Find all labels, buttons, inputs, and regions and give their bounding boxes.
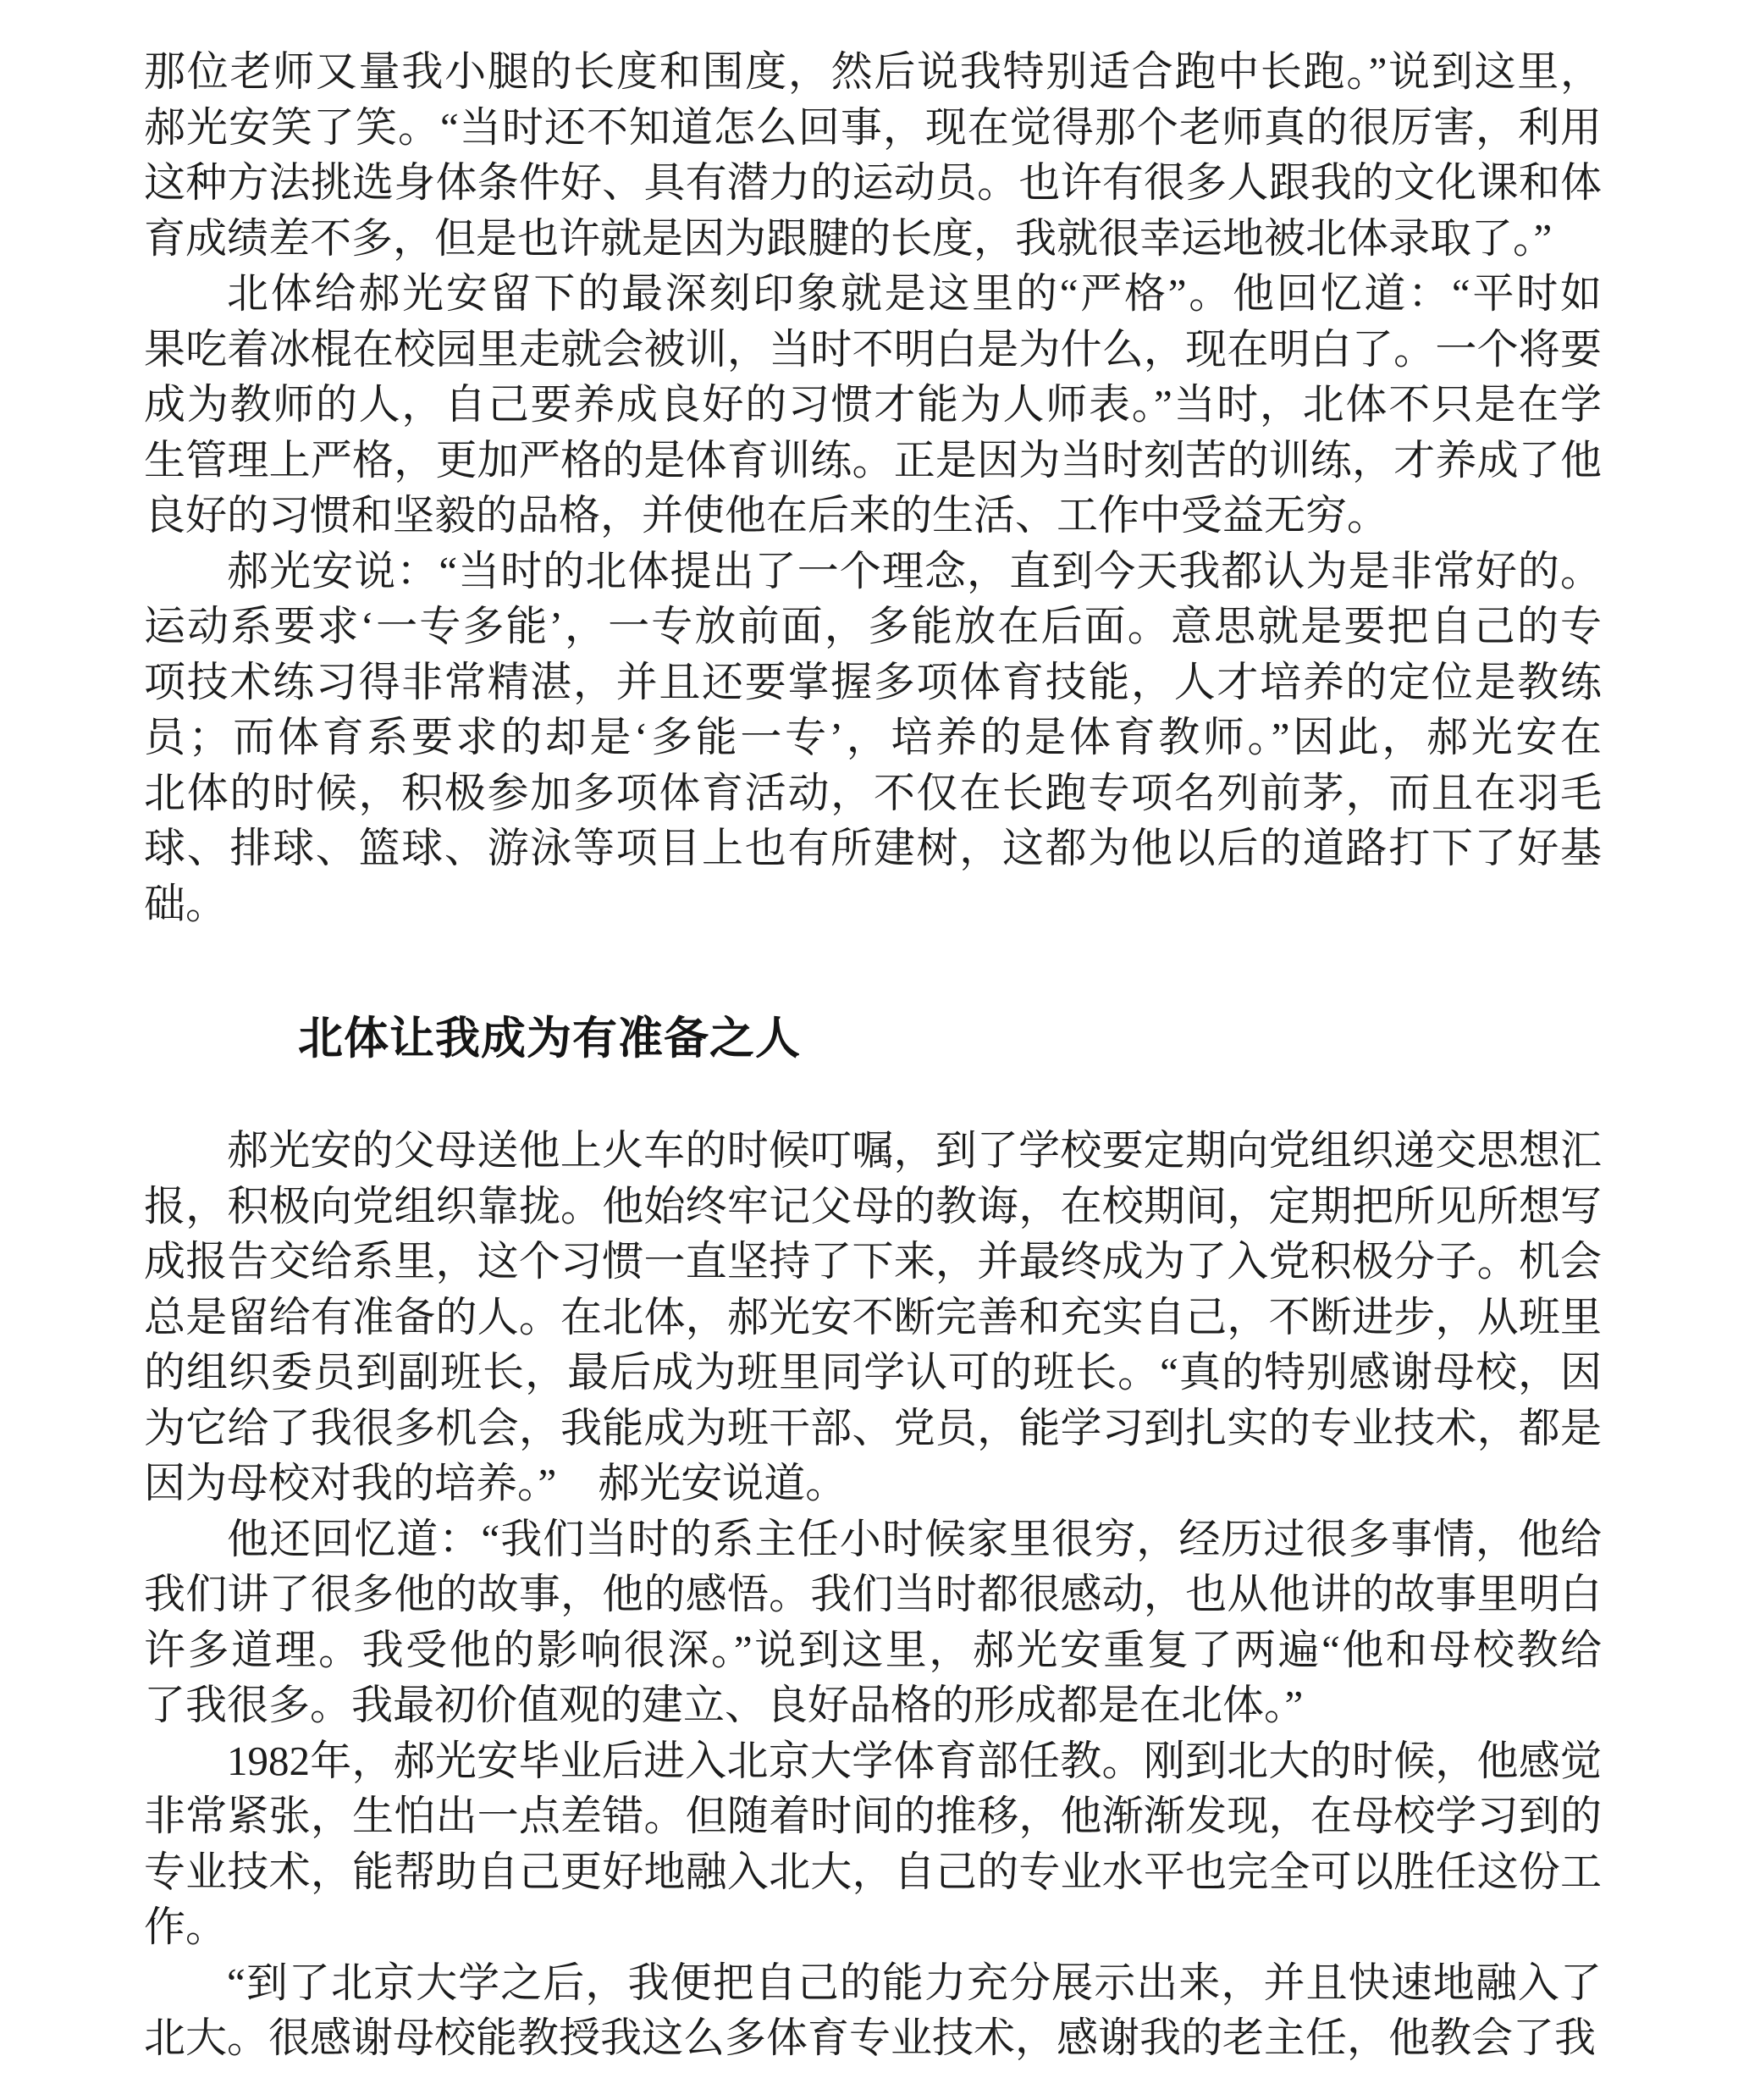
text-line: 果吃着冰棍在校园里走就会被训，当时不明白是为什么，现在明白了。一个将要 [144,325,1602,373]
text-line: 许多道理。我受他的影响很深。”说到这里，郝光安重复了两遍“他和母校教给 [144,1626,1602,1673]
text-line: 那位老师又量我小腿的长度和围度，然后说我特别适合跑中长跑。”说到这里， [144,48,1602,95]
paragraph [144,1511,1602,1733]
text-line: 成为教师的人，自己要养成良好的习惯才能为人师表。”当时，北体不只是在学 [144,381,1602,428]
paragraph [144,266,1602,544]
section-heading: 北体让我成为有准备之人 [298,1014,801,1064]
text-line: 郝光安笑了笑。“当时还不知道怎么回事，现在觉得那个老师真的很厉害，利用 [144,103,1602,151]
text-line: 北大。很感谢母校能教授我这么多体育专业技术，感谢我的老主任，他教会了我 [144,2014,1597,2061]
text-line: 因为母校对我的培养。” 郝光安说道。 [144,1460,847,1506]
text-line: 员；而体育系要求的却是‘多能一专’，培养的是体育教师。”因此，郝光安在 [144,714,1602,760]
text-line: 了我很多。我最初价值观的建立、良好品格的形成都是在北体。” [144,1682,1304,1728]
text-line: 总是留给有准备的人。在北体，郝光安不断完善和充实自己，不断进步，从班里 [144,1293,1602,1340]
text-line: 北体的时候，积极参加多项体育活动，不仅在长跑专项名列前茅，而且在羽毛 [144,769,1602,816]
paragraph [144,1123,1602,1511]
paragraph [144,1955,1602,2066]
text-line: 运动系要求‘一专多能’，一专放前面，多能放在后面。意思就是要把自己的专 [144,603,1602,649]
text-line: 为它给了我很多机会，我能成为班干部、党员，能学习到扎实的专业技术，都是 [144,1404,1602,1451]
text-line: 郝光安说：“当时的北体提出了一个理念，直到今天我都认为是非常好的。 [227,547,1602,594]
text-line: 报，积极向党组织靠拢。他始终牢记父母的教诲，在校期间，定期把所见所想写 [144,1182,1602,1230]
text-line: 我们讲了很多他的故事，他的感悟。我们当时都很感动，也从他讲的故事里明白 [144,1571,1602,1617]
text-line: 郝光安的父母送他上火车的时候叮嘱，到了学校要定期向党组织递交思想汇 [227,1127,1602,1174]
text-line: 北体给郝光安留下的最深刻印象就是这里的“严格”。他回忆道：“平时如 [227,270,1602,317]
document-page [144,44,1602,2066]
text-line: 项技术练习得非常精湛，并且还要掌握多项体育技能，人才培养的定位是教练 [144,658,1602,705]
text-line: 他还回忆道：“我们当时的系主任小时候家里很穷，经历过很多事情，他给 [227,1515,1602,1562]
text-line: 育成绩差不多，但是也许就是因为跟腱的长度，我就很幸运地被北体录取了。” [144,214,1553,262]
text-line: 作。 [144,1904,228,1950]
text-line: 球、排球、篮球、游泳等项目上也有所建树，这都为他以后的道路打下了好基 [144,825,1602,871]
text-line: 的组织委员到副班长，最后成为班里同学认可的班长。“真的特别感谢母校，因 [144,1349,1602,1395]
text-line: 成报告交给系里，这个习惯一直坚持了下来，并最终成为了入党积极分子。机会 [144,1238,1602,1285]
paragraph-continuation [144,44,1602,266]
text-line: “到了北京大学之后，我便把自己的能力充分展示出来，并且快速地融入了 [227,1959,1602,2006]
text-line: 专业技术，能帮助自己更好地融入北大，自己的专业水平也完全可以胜任这份工 [144,1848,1602,1895]
text-line: 非常紧张，生怕出一点差错。但随着时间的推移，他渐渐发现，在母校学习到的 [144,1793,1602,1839]
text-line: 础。 [144,880,228,927]
paragraph [144,1733,1602,1955]
text-line: 这种方法挑选身体条件好、具有潜力的运动员。也许有很多人跟我的文化课和体 [144,159,1602,206]
text-line: 1982年，郝光安毕业后进入北京大学体育部任教。刚到北大的时候，他感觉 [227,1737,1602,1784]
text-line: 良好的习惯和坚毅的品格，并使他在后来的生活、工作中受益无穷。 [144,492,1389,539]
text-line: 生管理上严格，更加严格的是体育训练。正是因为当时刻苦的训练，才养成了他 [144,436,1602,484]
paragraph [144,544,1602,932]
